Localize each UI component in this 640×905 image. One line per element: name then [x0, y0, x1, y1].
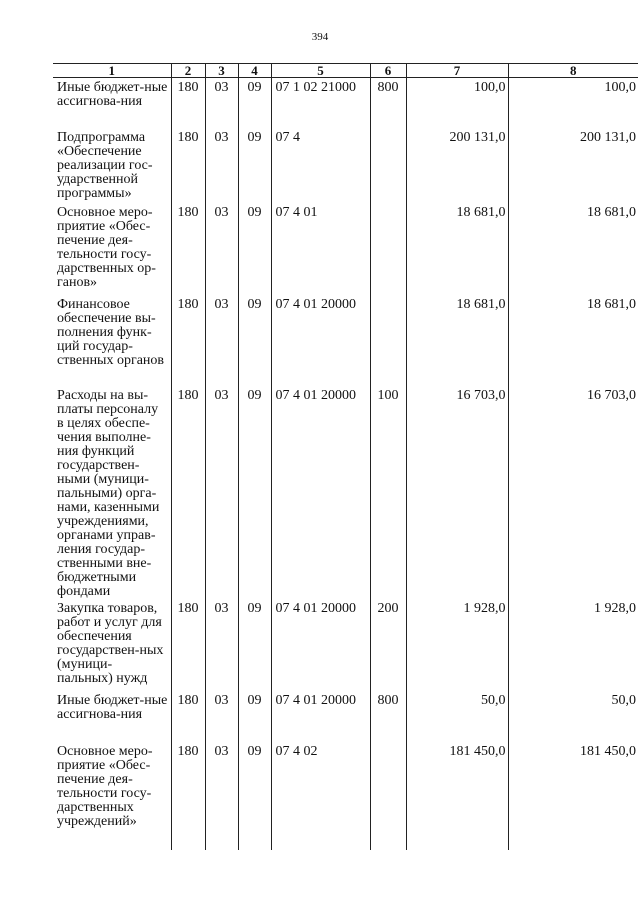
row-col-2: 180	[171, 691, 205, 742]
row-col-4: 09	[238, 128, 271, 203]
header-row	[53, 64, 638, 78]
row-col-3: 03	[205, 203, 238, 295]
row-code: 07 4	[271, 128, 370, 203]
page-number: 394	[311, 31, 329, 43]
row-expense-type	[370, 295, 406, 386]
table-row	[53, 742, 638, 850]
row-expense-type	[370, 742, 406, 850]
budget-table	[53, 63, 638, 850]
row-description: Финансовое обеспечение вы-полнения функ-ций государ-ственных органов	[57, 296, 165, 368]
table-row	[53, 78, 638, 128]
row-col-3: 03	[205, 78, 238, 128]
row-code: 07 1 02 21000	[271, 78, 370, 128]
row-col-3: 03	[205, 295, 238, 386]
row-description: Расходы на вы-платы персоналу в целях обеспе-чения выполне-ния функций государствен-ными (муници-пальными) орга-нами, казенными учреждениями, органами управ-ления государ-ственными вне-бюджетными фондами	[57, 387, 160, 599]
row-amount-2: 50,0	[508, 691, 638, 742]
row-col-3: 03	[205, 599, 238, 691]
row-col-2: 180	[171, 386, 205, 599]
row-col-2: 180	[171, 78, 205, 128]
row-col-4: 09	[238, 742, 271, 850]
table-row	[53, 599, 638, 691]
row-amount-1: 18 681,0	[406, 203, 508, 295]
row-col-3: 03	[205, 691, 238, 742]
row-expense-type	[370, 203, 406, 295]
row-col-2: 180	[171, 295, 205, 386]
table-row	[53, 386, 638, 599]
row-amount-1: 181 450,0	[406, 742, 508, 850]
row-col-2: 180	[171, 742, 205, 850]
table-row	[53, 691, 638, 742]
row-description: Основное меро-приятие «Обес-печение дея-тельности госу-дарственных ор-ганов»	[57, 204, 156, 290]
row-amount-1: 16 703,0	[406, 386, 508, 599]
row-col-2: 180	[171, 599, 205, 691]
row-code: 07 4 01 20000	[271, 691, 370, 742]
row-amount-2: 18 681,0	[508, 295, 638, 386]
row-col-4: 09	[238, 295, 271, 386]
row-amount-1: 200 131,0	[406, 128, 508, 203]
table-row	[53, 295, 638, 386]
header-col-3: 3	[205, 64, 238, 78]
row-col-3: 03	[205, 742, 238, 850]
row-code: 07 4 01 20000	[271, 295, 370, 386]
row-col-2: 180	[171, 128, 205, 203]
header-col-2: 2	[171, 64, 205, 78]
row-col-4: 09	[238, 78, 271, 128]
row-col-4: 09	[238, 386, 271, 599]
row-amount-1: 1 928,0	[406, 599, 508, 691]
row-expense-type: 200	[370, 599, 406, 691]
table-row	[53, 128, 638, 203]
row-expense-type: 100	[370, 386, 406, 599]
row-description: Закупка товаров, работ и услуг для обеспечения государствен-ных (муници-пальных) нужд	[57, 600, 164, 686]
row-amount-2: 18 681,0	[508, 203, 638, 295]
row-col-4: 09	[238, 203, 271, 295]
row-code: 07 4 02	[271, 742, 370, 850]
row-expense-type: 800	[370, 78, 406, 128]
row-description: Иные бюджет-ные ассигнова-ния	[57, 80, 168, 109]
row-expense-type	[370, 128, 406, 203]
row-code: 07 4 01	[271, 203, 370, 295]
row-description: Иные бюджет-ные ассигнова-ния	[57, 692, 168, 722]
row-amount-1: 18 681,0	[406, 295, 508, 386]
row-amount-2: 1 928,0	[508, 599, 638, 691]
table-row	[53, 203, 638, 295]
header-col-5: 5	[271, 64, 370, 78]
header-col-7: 7	[406, 64, 508, 78]
row-amount-2: 16 703,0	[508, 386, 638, 599]
table-body	[53, 78, 638, 850]
row-amount-2: 200 131,0	[508, 128, 638, 203]
row-amount-2: 100,0	[508, 78, 638, 128]
row-col-4: 09	[238, 691, 271, 742]
row-col-4: 09	[238, 599, 271, 691]
row-amount-1: 100,0	[406, 78, 508, 128]
row-amount-2: 181 450,0	[508, 742, 638, 850]
row-col-3: 03	[205, 386, 238, 599]
row-col-2: 180	[171, 203, 205, 295]
row-description: Основное меро-приятие «Обес-печение дея-тельности госу-дарственных учреждений»	[57, 743, 153, 829]
row-code: 07 4 01 20000	[271, 386, 370, 599]
header-col-4: 4	[238, 64, 271, 78]
header-col-8: 8	[508, 64, 638, 78]
row-description: Подпрограмма «Обеспечение реализации гос-ударственной программы»	[57, 129, 153, 201]
row-col-3: 03	[205, 128, 238, 203]
header-col-1: 1	[53, 64, 171, 78]
table-header	[53, 64, 638, 78]
row-expense-type: 800	[370, 691, 406, 742]
row-code: 07 4 01 20000	[271, 599, 370, 691]
header-col-6: 6	[370, 64, 406, 78]
row-amount-1: 50,0	[406, 691, 508, 742]
